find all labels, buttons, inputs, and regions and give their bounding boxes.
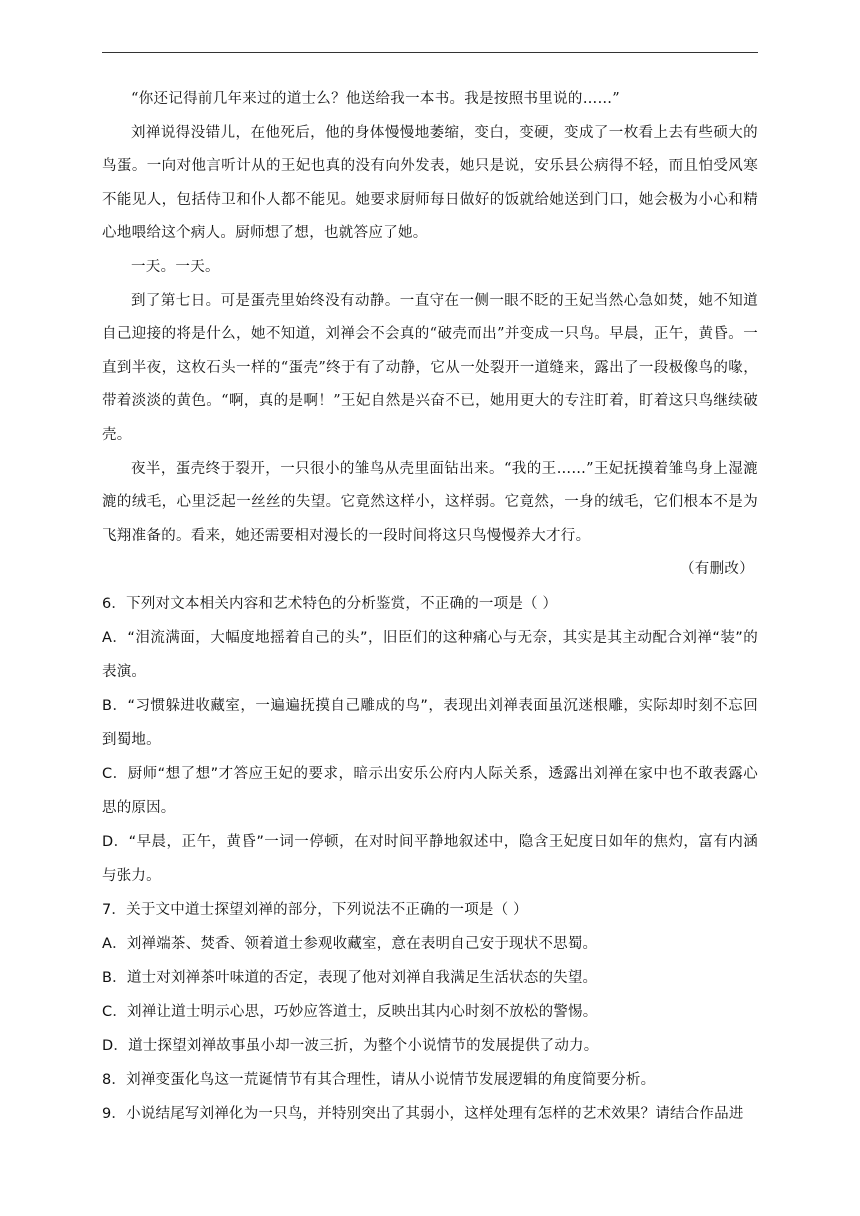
passage-paragraph-2: 刘禅说得没错儿，在他死后，他的身体慢慢地萎缩，变白，变硬，变成了一枚看上去有些硕大的鸟蛋。一向对他言听计从的王妃也真的没有向外发表，她只是说，安乐县公病得不轻，而且怕受风寒不能见人，包括侍卫和仆人都不能见。她要求厨师每日做好的饭就给她送到门口，她会极为小心和精心地喂给这个病人。厨师想了想，也就答应了她。 [102,124,758,242]
question-7-option-c: C．刘禅让道士明示心思，巧妙应答道士，反映出其内心时刻不放松的警惕。 [102,1003,598,1020]
question-7-stem: 7．关于文中道士探望刘禅的部分，下列说法不正确的一项是（ ） [102,901,528,918]
question-6-option-b: B．“习惯躲进收藏室，一遍遍抚摸自己雕成的鸟”，表现出刘禅表面虽沉迷根雕，实际却时刻不忘回到蜀地。 [102,697,758,748]
question-6-stem: 6．下列对文本相关内容和艺术特色的分析鉴赏，不正确的一项是（ ） [102,595,558,612]
passage-paragraph-5: 夜半，蛋壳终于裂开，一只很小的雏鸟从壳里面钻出来。“我的王……”王妃抚摸着雏鸟身上湿漉漉的绒毛，心里泛起一丝丝的失望。它竟然这样小，这样弱。它竟然，一身的绒毛，它们根本不是为飞翔准备的。看来，她还需要相对漫长的一段时间将这只鸟慢慢养大才行。 [102,460,758,544]
question-9-stem: 9．小说结尾写刘禅化为一只鸟，并特别突出了其弱小，这样处理有怎样的艺术效果？请结合作品进 [102,1105,744,1122]
question-6-option-d: D．“早晨，正午，黄昏”一词一停顿，在对时间平静地叙述中，隐含王妃度日如年的焦灼，富有内涵与张力。 [102,833,758,884]
header-rule [102,52,758,53]
passage-paragraph-3: 一天。一天。 [131,258,220,275]
passage-paragraph-1: “你还记得前几年来过的道士么？他送给我一本书。我是按照书里说的……” [131,91,621,107]
question-7-option-b: B．道士对刘禅茶叶味道的否定，表现了他对刘禅自我满足生活状态的失望。 [102,969,598,986]
passage-paragraph-4: 到了第七日。可是蛋壳里始终没有动静。一直守在一侧一眼不眨的王妃当然心急如焚，她不知道自己迎接的将是什么，她不知道，刘禅会不会真的“破壳而出”并变成一只鸟。早晨，正午，黄昏。一直到半夜，这枚石头一样的“蛋壳”终于有了动静，它从一处裂开一道缝来，露出了一段极像鸟的喙，带着淡淡的黄色。“啊，真的是啊！”王妃自然是兴奋不已，她用更大的专注盯着，盯着这只鸟继续破壳。 [102,292,758,443]
question-8-stem: 8．刘禅变蛋化鸟这一荒诞情节有其合理性，请从小说情节发展逻辑的角度简要分析。 [102,1071,656,1088]
document-body [102,83,758,1131]
question-6-option-c: C．厨师“想了想”才答应王妃的要求，暗示出安乐公府内人际关系，透露出刘禅在家中也不敢表露心思的原因。 [102,765,758,816]
question-6-option-a: A．“泪流满面，大幅度地摇着自己的头”，旧臣们的这种痛心与无奈，其实是其主动配合刘禅“装”的表演。 [102,629,758,680]
question-7-option-a: A．刘禅端茶、焚香、领着道士参观收藏室，意在表明自己安于现状不思蜀。 [102,935,598,952]
source-note: （有删改） [680,561,754,578]
question-7-option-d: D．道士探望刘禅故事虽小却一波三折，为整个小说情节的发展提供了动力。 [102,1037,599,1054]
